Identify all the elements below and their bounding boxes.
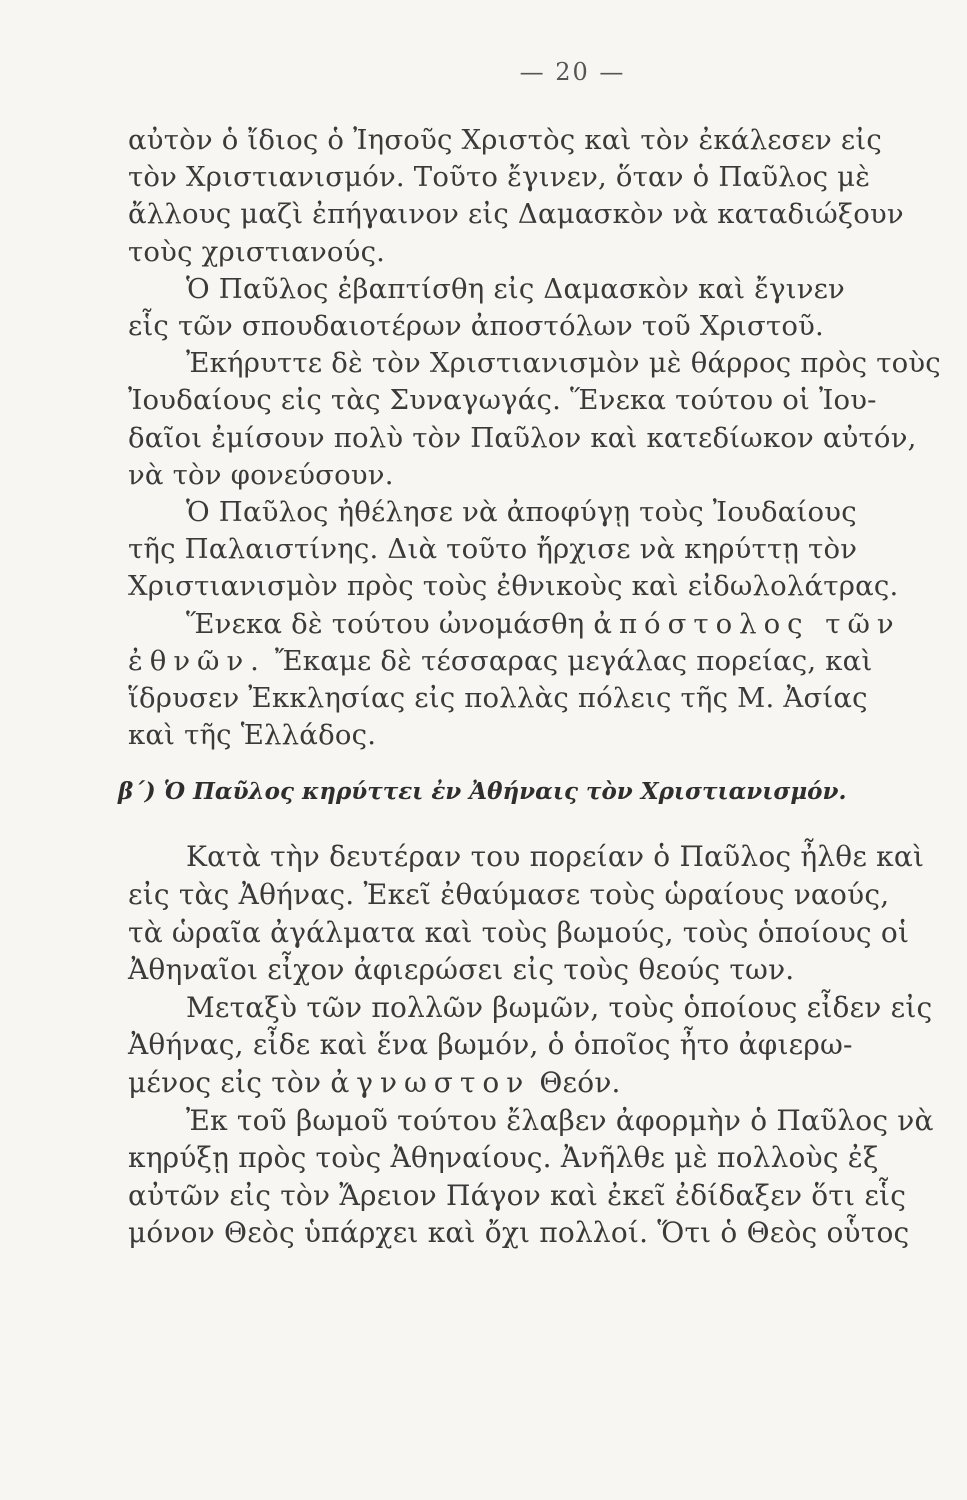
text-line: Χριστιανισμὸν πρὸς τοὺς ἐθνικοὺς καὶ εἰδωλολάτρας. [128,570,899,603]
paragraph-4 [128,494,927,754]
text-segment: Θεόν. [539,1066,621,1100]
text-line: αὐτὸν ὁ ἴδιος ὁ Ἰησοῦς Χριστὸς καὶ τὸν ἐκάλεσεν εἰς [128,124,882,156]
text-line: Κατὰ τὴν δευτέραν του πορείαν ὁ Παῦλος ἦλθε καὶ [186,840,925,874]
text-line: ἄλλους μαζὶ ἐπήγαινον εἰς Δαμασκὸν νὰ καταδιώξουν [128,198,904,231]
text-line: Ἀθηναῖοι εἶχον ἀφιερώσει εἰς τοὺς θεούς των. [128,953,795,987]
text-line: Μεταξὺ τῶν πολλῶν βωμῶν, τοὺς ὁποίους εἶδεν εἰς [186,990,933,1024]
paragraph-3 [128,345,941,494]
text-segment: Ἔκαμε δὲ τέσσαρας μεγάλας πορείας, καὶ [274,644,873,677]
spaced-emphasis: ἀπόστολος τῶν [593,607,901,640]
text-line [128,643,927,680]
spaced-emphasis: ἀγνωστον [330,1066,531,1100]
text-segment: Ἕνεκα δὲ τούτου ὠνομάσθη [186,607,585,640]
text-line [128,606,927,643]
page-number: — 20 — [519,58,626,86]
text-line: ἵδρυσεν Ἐκκλησίας εἰς πολλὰς πόλεις τῆς Μ. Ἀσίας [128,682,868,715]
text-line: καὶ τῆς Ἑλλάδος. [128,719,377,752]
text-line: δαῖοι ἐμίσουν πολὺ τὸν Παῦλον καὶ κατεδίωκον αὐτόν, [128,421,917,454]
paragraph-7 [128,1102,934,1252]
text-line: τῆς Παλαιστίνης. Διὰ τοῦτο ἤρχισε νὰ κηρύττῃ τὸν [128,533,858,566]
text-line: τὸν Χριστιανισμόν. Τοῦτο ἔγινεν, ὅταν ὁ Παῦλος μὲ [128,161,871,194]
text-line: Ἐκήρυττε δὲ τὸν Χριστιανισμὸν μὲ θάρρος πρὸς τοὺς [186,347,941,380]
text-line: τοὺς χριστιανούς. [128,235,386,268]
section-2 [128,838,934,1252]
paragraph-6 [128,989,933,1102]
text-line: αὐτῶν εἰς τὸν Ἄρειον Πάγον καὶ ἐκεῖ ἐδίδαξεν ὅτι εἷς [128,1178,907,1212]
text-segment: μένος εἰς τὸν [128,1066,322,1100]
section-heading: β΄) Ὁ Παῦλος κηρύττει ἐν Ἀθήναις τὸν Χριστιανισμόν. [118,778,847,806]
text-line: εἷς τῶν σπουδαιοτέρων ἀποστόλων τοῦ Χριστοῦ. [128,310,824,343]
paragraph-2 [128,271,927,345]
paragraph-1 [128,122,927,271]
text-line: νὰ τὸν φονεύσουν. [128,458,394,491]
spaced-emphasis: ἐθνῶν. [128,644,266,677]
text-line: μόνον Θεὸς ὑπάρχει καὶ ὄχι πολλοί. Ὅτι ὁ Θεὸς οὗτος [128,1216,910,1250]
text-line: κηρύξῃ πρὸς τοὺς Ἀθηναίους. Ἀνῆλθε μὲ πολλοὺς ἐξ [128,1141,879,1175]
text-line: τὰ ὡραῖα ἀγάλματα καὶ τοὺς βωμούς, τοὺς ὁποίους οἱ [128,915,910,949]
text-line: Ἐκ τοῦ βωμοῦ τούτου ἔλαβεν ἀφορμὴν ὁ Παῦλος νὰ [186,1103,934,1137]
text-line: Ἰουδαίους εἰς τὰς Συναγωγάς. Ἕνεκα τούτου οἱ Ἰου- [128,384,877,417]
text-line: Ὁ Παῦλος ἐβαπτίσθη εἰς Δαμασκὸν καὶ ἔγινεν [186,272,845,305]
text-line: εἰς τὰς Ἀθήνας. Ἐκεῖ ἐθαύμασε τοὺς ὡραίους ναούς, [128,878,890,912]
text-line: Ἀθήνας, εἶδε καὶ ἕνα βωμόν, ὁ ὁποῖος ἦτο ἀφιερω- [128,1028,853,1062]
text-line [128,1064,927,1102]
paragraph-5 [128,838,927,988]
text-line: Ὁ Παῦλος ἠθέλησε νὰ ἀποφύγῃ τοὺς Ἰουδαίους [186,496,857,529]
